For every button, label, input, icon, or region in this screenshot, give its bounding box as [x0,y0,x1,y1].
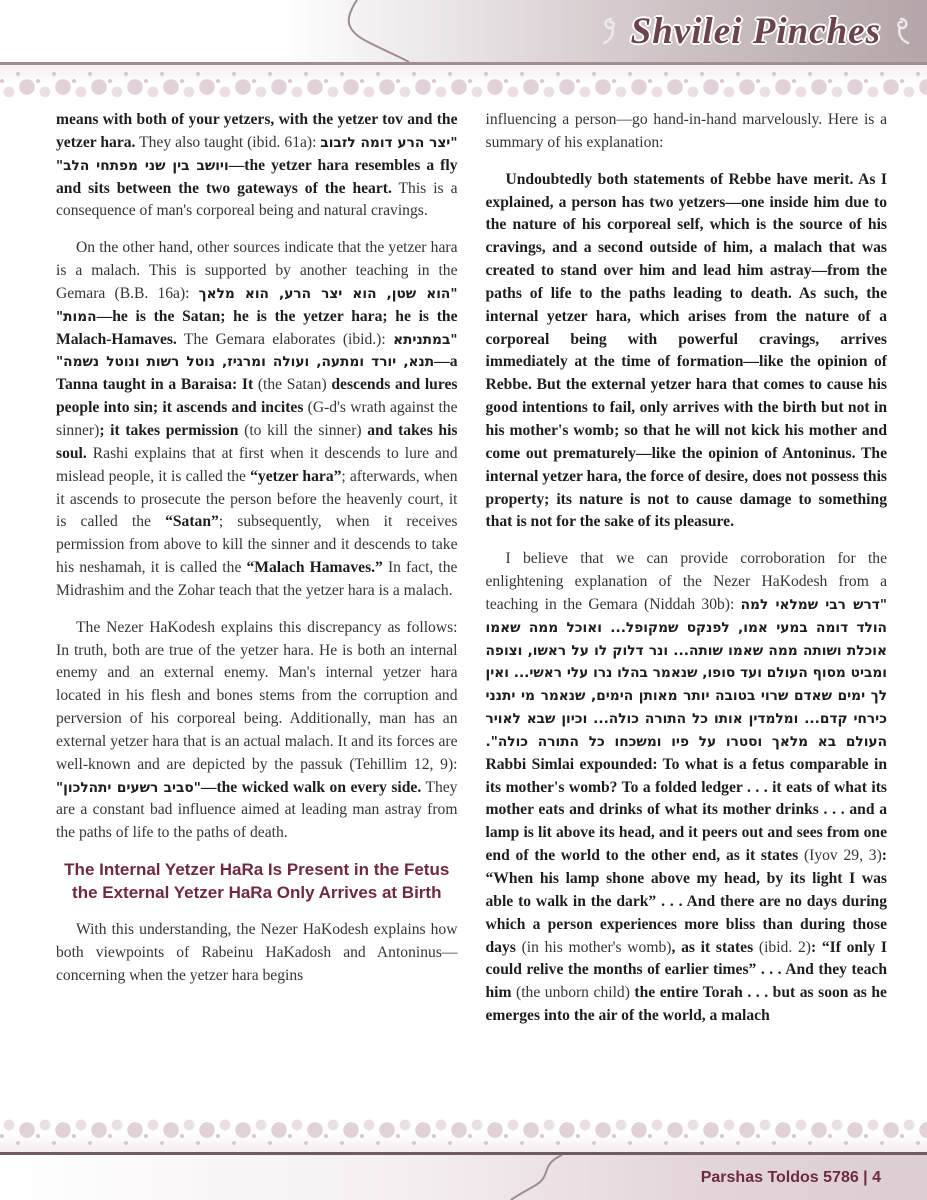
paragraph: With this understanding, the Nezer HaKodesh explains how both viewpoints of Rabeinu HaKadosh and Antoninus—concerning when the yetzer hara begins [56,921,458,984]
paragraph: I believe that we can provide corroboration for the enlightening explanation of the Nezer HaKodesh from a teaching in the Gemara (Niddah 30b): "דרש רבי שמלאי למה הולד דומה במעי אמו, לפנקס שמקופל... ואוכל ממה שאמו אוכלת ושותה ממה שאמו שותה... ונר דלוק לו על ראשו, וצופה ומביט מסוף העולם ועד סופו, שנאמר בהלו נרו עלי ראשי... ואין לך ימים שאדם שרוי בטובה יותר מאותן הימים, שנאמר מי יתנני כירחי קדם... ומלמדין אותו כל התורה כולה... וכיון שבא לאויר העולם בא מלאך וסטרו על פיו ומשכחו כל התורה כולה". Rabbi Simlai expounded: To what is a fetus comparable in its mother's womb? To a folded ledger . . . it eats of what its mother eats and drinks of what its mother drinks . . . and a lamp is lit above its head, and it peers out and sees from one end of the world to the other end, as it states (Iyov 29, 3): “When his lamp shone above my head, by its light I was able to walk in the dark” . . . And there are no days during which a person experiences more bliss than during those days (in his mother's womb), as it states (ibid. 2): “If only I could relive the months of earlier times” . . . And they teach him (the unborn child) the entire Torah . . . but as soon as he emerges into the air of the world, a malach [485,550,888,1025]
right-column [486,109,888,1115]
section-heading-line2: the External Yetzer HaRa Only Arrives at Birth [72,883,442,903]
top-lace-border [0,65,927,101]
paragraph: The Nezer HaKodesh explains this discrepancy as follows: In truth, both are true of the yetzer hara. He is both an internal enemy and an external enemy. Man's internal yetzer hara located in his flesh and bones stems from the corruption and perversion of his corporeal being. Additionally, man has an external yetzer hara that is an actual malach. It and its forces are well-known and are depicted by the passuk (Tehillim 12, 9): "סביב רשעים יתהלכון"—the wicked walk on every side. They are a constant bad influence aimed at leading man astray from the paths of life to the paths of death. [56,618,458,842]
paragraph: means with both of your yetzers, with the yetzer tov and the yetzer hara. They also taught (ibid. 61a): "יצר הרע דומה לזבוב ויושב בין שני מפתחי הלב"—the yetzer hara resembles a fly and sits between the two gateways of the heart. This is a consequence of man's corporeal being and natural cravings. [56,111,458,220]
right-swirl-icon [891,15,913,47]
left-column-text-1 [56,109,458,845]
page-header [0,0,927,65]
footer-bar [0,1155,927,1200]
section-heading [56,859,458,905]
left-column [56,109,458,1115]
right-column-text [486,109,888,1028]
bottom-lace-border [0,1116,927,1152]
left-column-text-2 [56,919,458,988]
left-swirl-icon [599,15,621,47]
page-number: Parshas Toldos 5786 | 4 [700,1168,881,1186]
paragraph: Undoubtedly both statements of Rebbe have merit. As I explained, a person has two yetzers—one inside him due to the nature of his corporeal self, which is the source of his cravings, and a second outside of him, a malach that was created to stand over him and lead him astray—from the paths of life to the paths leading to death. As such, the internal yetzer hara, which arises from the nature of a corporeal being with powerful cravings, arrives immediately at the time of formation—like the opinion of Rebbe. But the external yetzer hara that comes to cause his good intentions to fail, only arrives with the birth but not in his mother's womb; so that he will not kick his mother and come out prematurely—like the opinion of Antoninus. The internal yetzer hara, the force of desire, does not possess this property; its nature is not to cause damage to something that is not for the sake of its pleasure. [485,170,887,531]
section-heading-line1: The Internal Yetzer HaRa Is Present in the Fetus [64,860,450,880]
page-footer [0,1116,927,1200]
article-body [0,101,927,1115]
paragraph: On the other hand, other sources indicate that the yetzer hara is a malach. This is supported by another teaching in the Gemara (B.B. 16a): "הוא שטן, הוא יצר הרע, הוא מלאך המות"—he is the Satan; he is the yetzer hara; he is the Malach-Hamaves. The Gemara elaborates (ibid.): "במתניתא תנא, יורד ומתעה, ועולה ומרגיז, נוטל רשות ונוטל נשמה"—a Tanna taught in a Baraisa: It (the Satan) descends and lures people into sin; it ascends and incites (G-d's wrath against the sinner); it takes permission (to kill the sinner) and takes his soul. Rashi explains that at first when it descends to lure and mislead people, it is called the “yetzer hara”; afterwards, when it ascends to prosecute the person before the heavenly court, it is called the “Satan”; subsequently, when it receives permission from above to kill the sinner and it descends to take his neshamah, it is called the “Malach Hamaves.” In fact, the Midrashim and the Zohar teach that the yetzer hara is a malach. [56,239,458,599]
page-title: Shvilei Pinches [630,10,881,52]
paragraph: influencing a person—go hand-in-hand marvelously. Here is a summary of his explanation: [485,111,887,151]
